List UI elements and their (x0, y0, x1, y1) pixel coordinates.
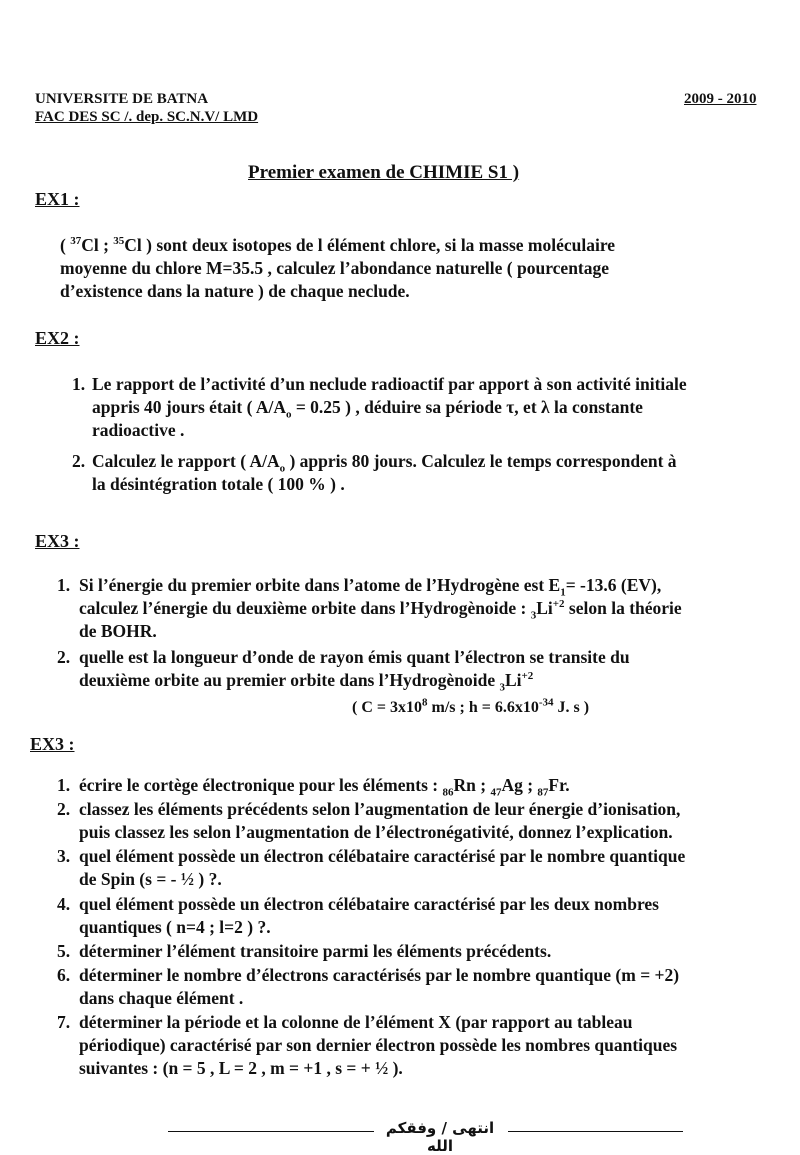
ex4-item-3 (57, 845, 800, 891)
ex2-item-2-line-2: la désintégration totale ( 100 % ) . (92, 474, 345, 494)
ex1-line-2: moyenne du chlore M=35.5 , calculez l’abondance naturelle ( pourcentage (60, 258, 610, 278)
ex3-item-1-line-2 (79, 597, 800, 620)
footer-rule-right (508, 1131, 683, 1132)
ex1-line-1-rest: ) sont deux isotopes de l élément chlore, si la masse moléculaire (141, 235, 616, 255)
ex2-item-2-number: 2. (72, 451, 86, 471)
ex4-item-7-number: 7. (57, 1012, 71, 1032)
ag-atomic-number: 47 (490, 786, 502, 799)
footer-rule-left (168, 1131, 374, 1132)
university-name: UNIVERSITE DE BATNA (35, 91, 209, 107)
ex3-item-1-line-1a: Si l’énergie du premier orbite dans l’atome de l’Hydrogène est E (79, 575, 561, 595)
ex3-item-2-line-2a: deuxième orbite au premier orbite dans l’Hydrogènoide (79, 670, 500, 690)
ex3-item-1-symbol: Li (536, 598, 553, 618)
exam-title: Premier examen de CHIMIE S1 ) (248, 162, 520, 183)
constants-h: m/s ; h = 6.6x10 (427, 699, 539, 716)
ex4-item-4-line-2: quantiques ( n=4 ; l=2 ) ?. (79, 917, 271, 937)
ex1-line-3: d’existence dans la nature ) de chaque neclude. (60, 281, 410, 301)
ex2-item-1-sub: o (285, 408, 292, 421)
ex4-item-2-line-2: puis classez les selon l’augmentation de l’électronégativité, donnez l’explication. (79, 822, 673, 842)
ex4-item-4-line-1: quel élément possède un électron célébataire caractérisé par les deux nombres (79, 894, 659, 914)
ex4-item-2-line-1: classez les éléments précédents selon l’augmentation de leur énergie d’ionisation, (79, 799, 681, 819)
ex4-item-7-line-1: déterminer la période et la colonne de l’élément X (par rapport au tableau (79, 1012, 633, 1032)
ex4-item-3-line-1: quel élément possède un électron célébataire caractérisé par le nombre quantique (79, 846, 686, 866)
isotope-37-symbol: Cl (81, 235, 99, 255)
constants-unit: J. s ) (553, 699, 590, 716)
ex3-item-2-charge: +2 (521, 670, 534, 683)
ex2-item-1-line-3: radioactive . (92, 420, 185, 440)
ex1-text (60, 234, 790, 303)
ex4-item-6-line-2: dans chaque élément . (79, 988, 244, 1008)
ex4-heading: EX3 : (30, 734, 75, 754)
ex4-item-6-line-1: déterminer le nombre d’électrons caractérisés par le nombre quantique (m = +2) (79, 965, 680, 985)
ex3-item-1-line-2b: selon la théorie (564, 598, 682, 618)
ex2-item-1-line-2 (92, 396, 800, 419)
ex3-item-1-atomic-number: 3 (530, 609, 537, 622)
ex3-item-1-line-1 (79, 574, 800, 597)
ex2-item-1-number: 1. (72, 374, 86, 394)
ex3-item-1-line-1b: = -13.6 (EV), (565, 575, 662, 595)
academic-year: 2009 - 2010 (684, 91, 757, 107)
ex4-item-1 (57, 774, 800, 797)
ex3-item-1-sub: 1 (560, 586, 566, 599)
ex4-item-5 (57, 940, 800, 963)
ex1-line-1: ( $^{37}$Cl ; $^{35}$Cl ) sont deux isotopes de l élément chlore, si la masse moléculaire (60, 235, 616, 255)
ex3-item-1-number: 1. (57, 575, 71, 595)
ex2-item-1-line-2b: = 0.25 ) , déduire sa période τ, et λ la constante (291, 397, 643, 417)
fr-atomic-number: 87 (537, 786, 549, 799)
ex4-item-2-number: 2. (57, 799, 71, 819)
ex3-item-2-symbol: Li (504, 670, 522, 690)
ex3-item-2-line-2 (79, 669, 800, 692)
ex3-item-2-number: 2. (57, 647, 71, 667)
ex2-heading: EX2 : (35, 328, 80, 348)
ex3-heading: EX3 : (35, 531, 80, 551)
ex2-item-1 (72, 373, 800, 442)
constants-c: ( C = 3x10 (352, 699, 422, 716)
ex4-item-5-line-1: déterminer l’élément transitoire parmi les éléments précédents. (79, 941, 552, 961)
ex2-item-2-line-1a: Calculez le rapport ( A/A (92, 451, 280, 471)
ex4-item-6 (57, 964, 800, 1010)
ex3-item-1-line-2a: calculez l’énergie du deuxième orbite dans l’Hydrogènoide : (79, 598, 531, 618)
ex4-item-1-text: écrire le cortège électronique pour les éléments : (79, 775, 443, 795)
ex4-item-3-number: 3. (57, 846, 71, 866)
fr-symbol: Fr. (548, 775, 570, 795)
footer-closing: انتهى / وفقكم الله (385, 1119, 495, 1155)
ex2-item-1-line-2a: appris 40 jours était ( A/A (92, 397, 286, 417)
ex4-item-7-line-3: suivantes : (n = 5 , L = 2 , m = +1 , s = + ½ ). (79, 1058, 403, 1078)
ex3-item-2 (57, 646, 800, 692)
ex2-item-1-line-1: Le rapport de l’activité d’un neclude radioactif par apport à son activité initiale (92, 374, 687, 394)
ex3-item-2-line-1: quelle est la longueur d’onde de rayon émis quant l’électron se transite du (79, 647, 630, 667)
ex3-item-1 (57, 574, 800, 643)
ex2-item-2-sub: o (279, 462, 286, 475)
constants-c-exp: 8 (422, 696, 428, 709)
ex3-item-1-line-3: de BOHR. (79, 621, 157, 641)
ex3-item-2-atomic-number: 3 (499, 681, 505, 694)
ex4-item-7-line-2: périodique) caractérisé par son dernier électron possède les nombres quantiques (79, 1035, 678, 1055)
rn-symbol: Rn ; (453, 775, 491, 795)
ex4-item-1-number: 1. (57, 775, 71, 795)
faculty-name: FAC DES SC /. dep. SC.N.V/ LMD (35, 109, 259, 125)
isotope-37-mass: 37 (70, 235, 82, 248)
isotope-35-mass: 35 (113, 235, 125, 248)
ex2-item-2-line-1b: ) appris 80 jours. Calculez le temps correspondent à (285, 451, 677, 471)
ex4-item-3-line-2: de Spin (s = - ½ ) ?. (79, 869, 222, 889)
ex4-item-6-number: 6. (57, 965, 71, 985)
constants-line (352, 696, 590, 717)
constants-h-exp: -34 (538, 696, 554, 709)
ag-symbol: Ag ; (501, 775, 538, 795)
ex4-item-1-line (79, 774, 800, 797)
ex4-item-4-number: 4. (57, 894, 71, 914)
ex2-item-2 (72, 450, 800, 496)
isotope-35-symbol: Cl (124, 235, 142, 255)
rn-atomic-number: 86 (442, 786, 454, 799)
ex4-item-2 (57, 798, 800, 844)
ex1-heading: EX1 : (35, 189, 80, 209)
ex4-item-7 (57, 1011, 800, 1080)
ex4-item-4 (57, 893, 800, 939)
ex2-item-2-line-1 (92, 450, 800, 473)
ex3-item-1-charge: +2 (552, 598, 565, 611)
ex4-item-5-number: 5. (57, 941, 71, 961)
